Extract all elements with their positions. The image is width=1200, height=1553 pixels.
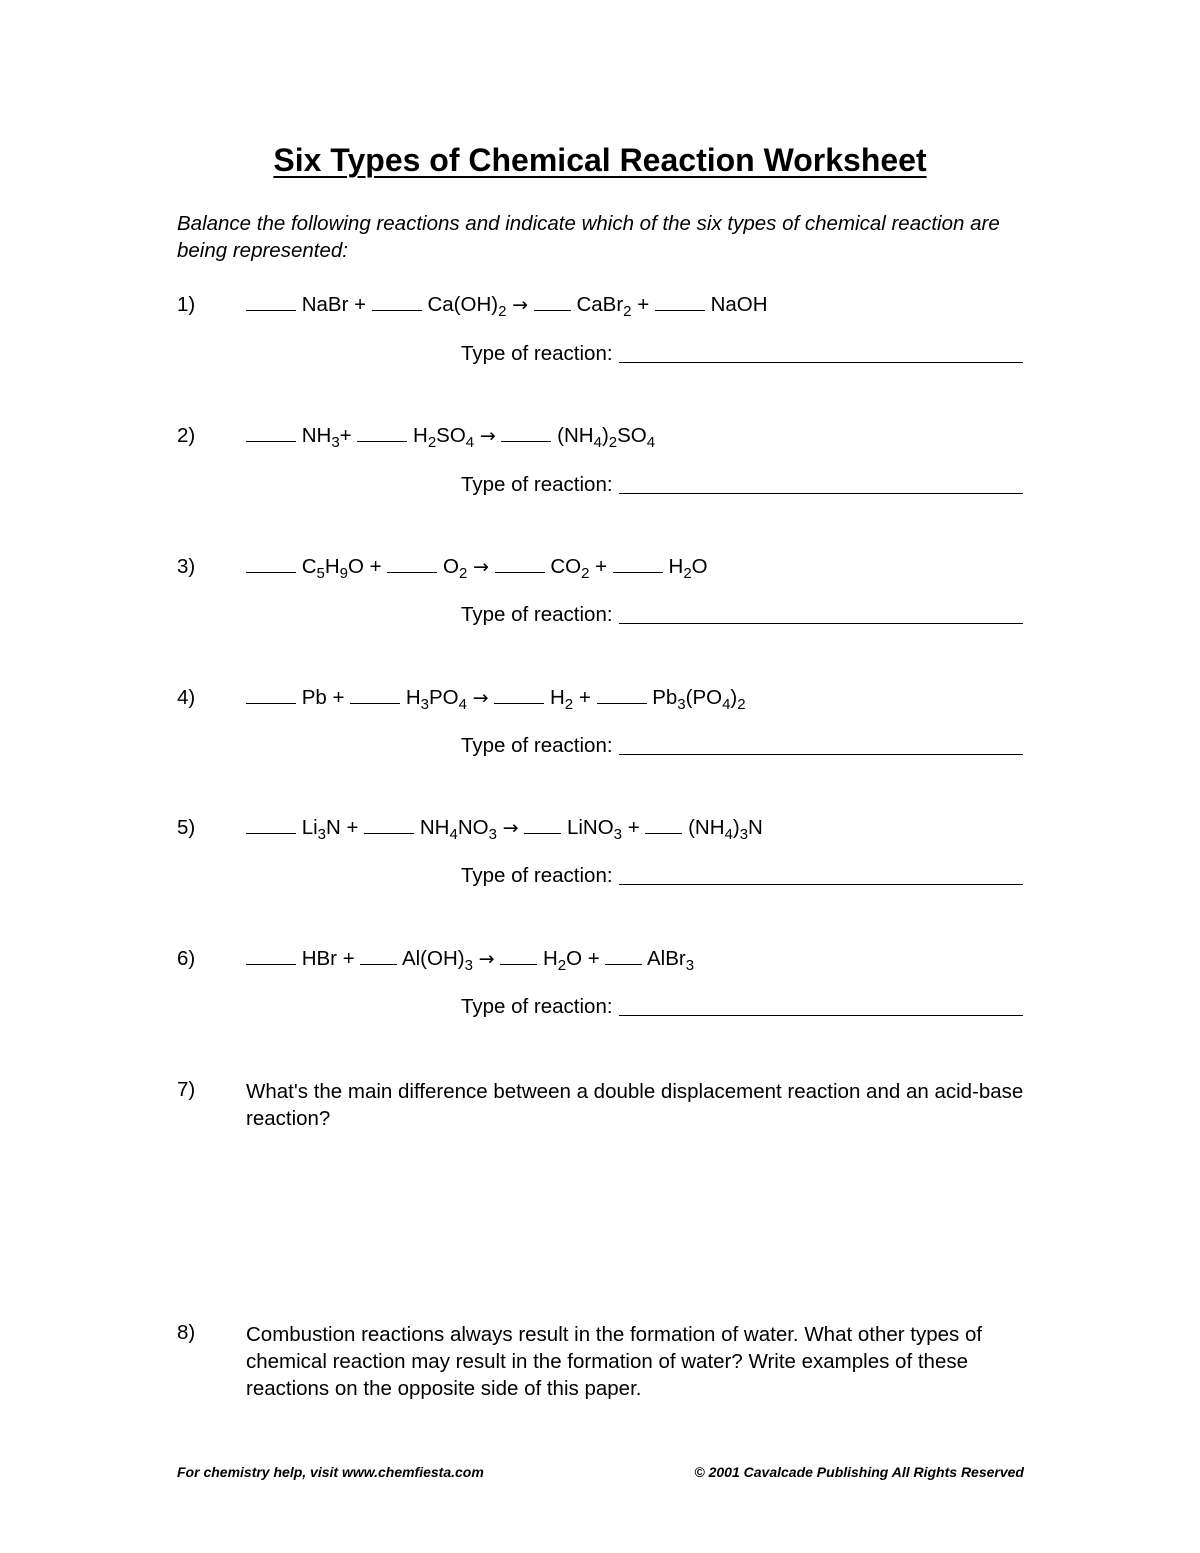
answer-line[interactable]: [619, 754, 1023, 755]
footer-copyright: © 2001 Cavalcade Publishing All Rights Reserved: [694, 1464, 1024, 1480]
problem-2-type-field[interactable]: [461, 473, 1023, 497]
answer-line[interactable]: [619, 1015, 1023, 1016]
coefficient-blank[interactable]: [364, 833, 414, 834]
type-label: Type of reaction:: [461, 864, 613, 887]
arrow-icon: →: [479, 425, 496, 447]
coefficient-blank[interactable]: [246, 833, 296, 834]
footer-help-link: For chemistry help, visit www.chemfiesta.com: [177, 1464, 484, 1480]
coefficient-blank[interactable]: [246, 441, 296, 442]
coefficient-blank[interactable]: [372, 310, 422, 311]
problem-1-number: 1): [177, 293, 196, 316]
problem-4-type-field[interactable]: [461, 734, 1023, 758]
coefficient-blank[interactable]: [387, 572, 437, 573]
problem-2-number: 2): [177, 424, 196, 447]
type-label: Type of reaction:: [461, 473, 613, 496]
coefficient-blank[interactable]: [524, 833, 561, 834]
type-label: Type of reaction:: [461, 995, 613, 1018]
coefficient-blank[interactable]: [246, 964, 296, 965]
answer-line[interactable]: [619, 623, 1023, 624]
coefficient-blank[interactable]: [495, 572, 545, 573]
coefficient-blank[interactable]: [246, 703, 296, 704]
answer-line[interactable]: [619, 362, 1023, 363]
coefficient-blank[interactable]: [494, 703, 544, 704]
coefficient-blank[interactable]: [350, 703, 400, 704]
coefficient-blank[interactable]: [605, 964, 642, 965]
problem-4-equation: $Pb + H_3PO_4 \to H_2 + Pb_3(PO_4)_2$: [246, 686, 746, 710]
coefficient-blank[interactable]: [246, 310, 296, 311]
coefficient-blank[interactable]: [360, 964, 397, 965]
problem-6-type-field[interactable]: [461, 995, 1023, 1019]
problem-3-number: 3): [177, 555, 196, 578]
answer-line[interactable]: [619, 884, 1023, 885]
answer-line[interactable]: [619, 493, 1023, 494]
instructions: Balance the following reactions and indicate which of the six types of chemical reaction are being represented:: [177, 212, 1000, 262]
coefficient-blank[interactable]: [645, 833, 682, 834]
problem-2-equation: $NH_3+ H_2SO_4 \to (NH_4)_2SO_4$: [246, 424, 655, 448]
coefficient-blank[interactable]: [597, 703, 647, 704]
problem-5-equation: $Li_3N + NH_4NO_3$ → LiNO$_3$ + $(NH_4)_3N$: [246, 816, 763, 840]
type-label: Type of reaction:: [461, 342, 613, 365]
coefficient-blank[interactable]: [500, 964, 537, 965]
problem-1-type-field[interactable]: [461, 342, 1023, 366]
arrow-icon: →: [512, 294, 529, 316]
problem-6-number: 6): [177, 947, 196, 970]
type-label: Type of reaction:: [461, 603, 613, 626]
page-title: Six Types of Chemical Reaction Worksheet: [273, 142, 927, 178]
coefficient-blank[interactable]: [655, 310, 705, 311]
problem-5-number: 5): [177, 816, 196, 839]
question-8-text: Combustion reactions always result in the formation of water. What other types of chemical reaction may result in the formation of water? Write examples of these reactions on the opposite side of this paper.: [246, 1323, 983, 1400]
arrow-icon: →: [473, 556, 489, 578]
problem-1-equation: NaBr + $Ca(OH)_2$ → CaBr$_2$ + NaOH: [246, 293, 768, 317]
problem-5-type-field[interactable]: [461, 864, 1023, 888]
problem-3-type-field[interactable]: [461, 603, 1023, 627]
arrow-icon: →: [472, 687, 489, 709]
problem-6-equation: HBr + $Al(OH)_3 \to H_2O$ + AlBr$_3$: [246, 947, 694, 971]
coefficient-blank[interactable]: [613, 572, 663, 573]
coefficient-blank[interactable]: [246, 572, 296, 573]
coefficient-blank[interactable]: [534, 310, 571, 311]
question-7-number: 7): [177, 1078, 196, 1101]
coefficient-blank[interactable]: [357, 441, 407, 442]
problem-3-equation: $C_5H_9O + O_2 \to CO_2 + H_2O$: [246, 555, 708, 579]
coefficient-blank[interactable]: [501, 441, 551, 442]
arrow-icon: →: [502, 817, 519, 839]
type-label: Type of reaction:: [461, 734, 613, 757]
question-8-number: 8): [177, 1321, 196, 1344]
question-7-text: What's the main difference between a double displacement reaction and an acid-base reaction?: [246, 1080, 1024, 1130]
arrow-icon: →: [478, 948, 495, 970]
problem-4-number: 4): [177, 686, 196, 709]
